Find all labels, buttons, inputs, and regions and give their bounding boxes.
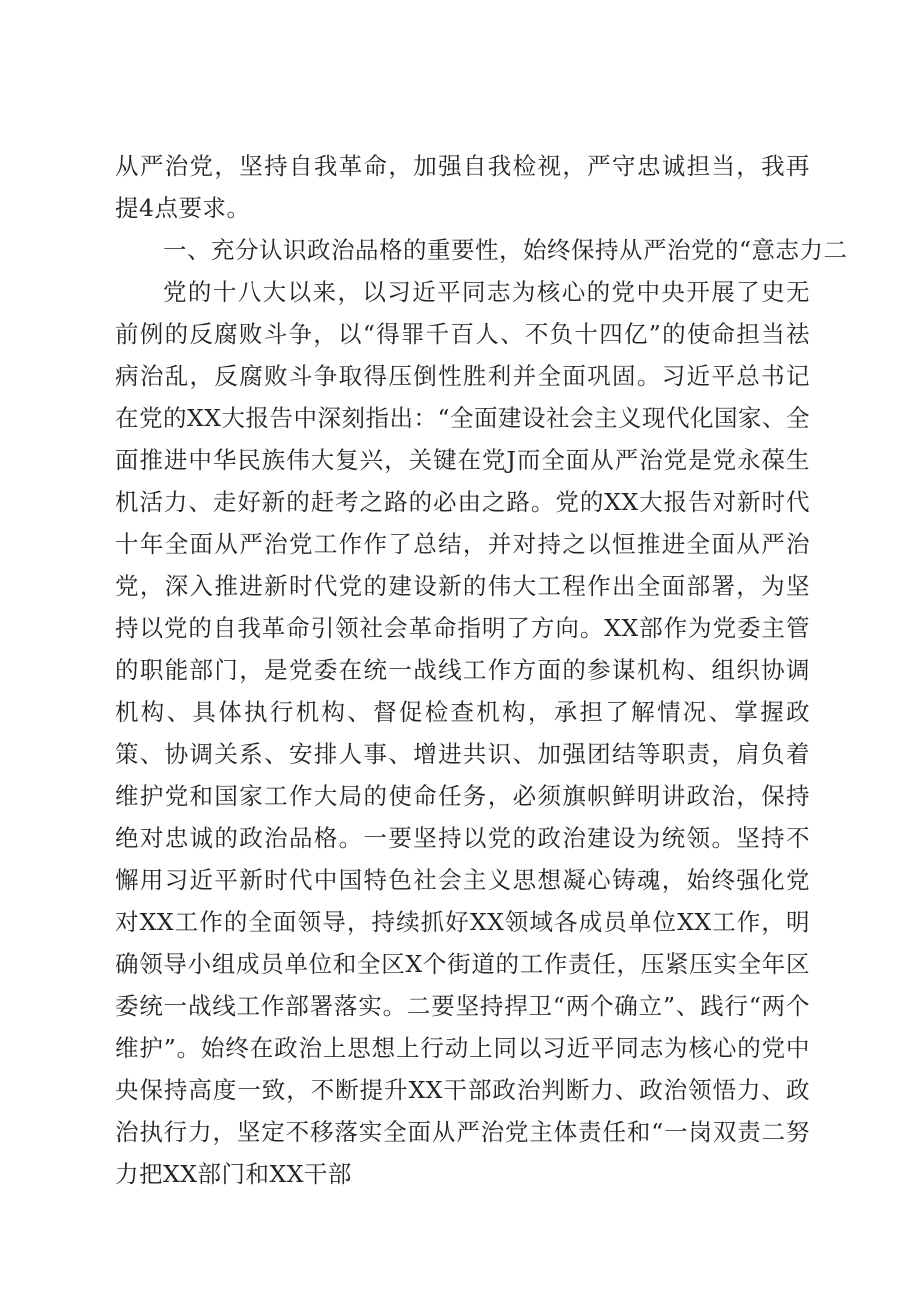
intro-paragraph: 从严治党，坚持自我革命，加强自我检视，严守忠诚担当，我再提4点要求。 [115, 152, 810, 222]
body-paragraph: 党的十八大以来，以习近平同志为核心的党中央开展了史无前例的反腐败斗争，以“得罪千百人、不负十四亿”的使命担当祛病治乱，反腐败斗争取得压倒性胜利并全面巩固。习近平总书记在党的XX大报告中深刻指出：“全面建设社会主义现代化国家、全面推进中华民族伟大复兴，关键在党J而全面从严治党是党永葆生机活力、走好新的赶考之路的必由之路。党的XX大报告对新时代十年全面从严治党工作作了总结，并对持之以恒推进全面从严治党，深入推进新时代党的建设新的伟大工程作出全面部署，为坚持以党的自我革命引领社会革命指明了方向。XX部作为党委主管的职能部门，是党委在统一战线工作方面的参谋机构、组织协调机构、具体执行机构、督促检查机构，承担了解情况、掌握政策、协调关系、安排人事、增进共识、加强团结等职责，肩负着维护党和国家工作大局的使命任务，必须旗帜鲜明讲政治，保持绝对忠诚的政治品格。一要坚持以党的政治建设为统领。坚持不懈用习近平新时代中国特色社会主义思想凝心铸魂，始终强化党对XX工作的全面领导，持续抓好XX领域各成员单位XX工作，明确领导小组成员单位和全区X个街道的工作责任，压紧压实全年区委统一战线工作部署落实。二要坚持捍卫“两个确立”、践行“两个维护”。始终在政治上思想上行动上同以习近平同志为核心的党中央保持高度一致，不断提升XX干部政治判断力、政治领悟力、政治执行力，坚定不移落实全面从严治党主体责任和“一岗双责二努力把XX部门和XX干部 [115, 278, 810, 1188]
section-heading: 一、充分认识政治品格的重要性，始终保持从严治党的“意志力二 [163, 236, 848, 264]
